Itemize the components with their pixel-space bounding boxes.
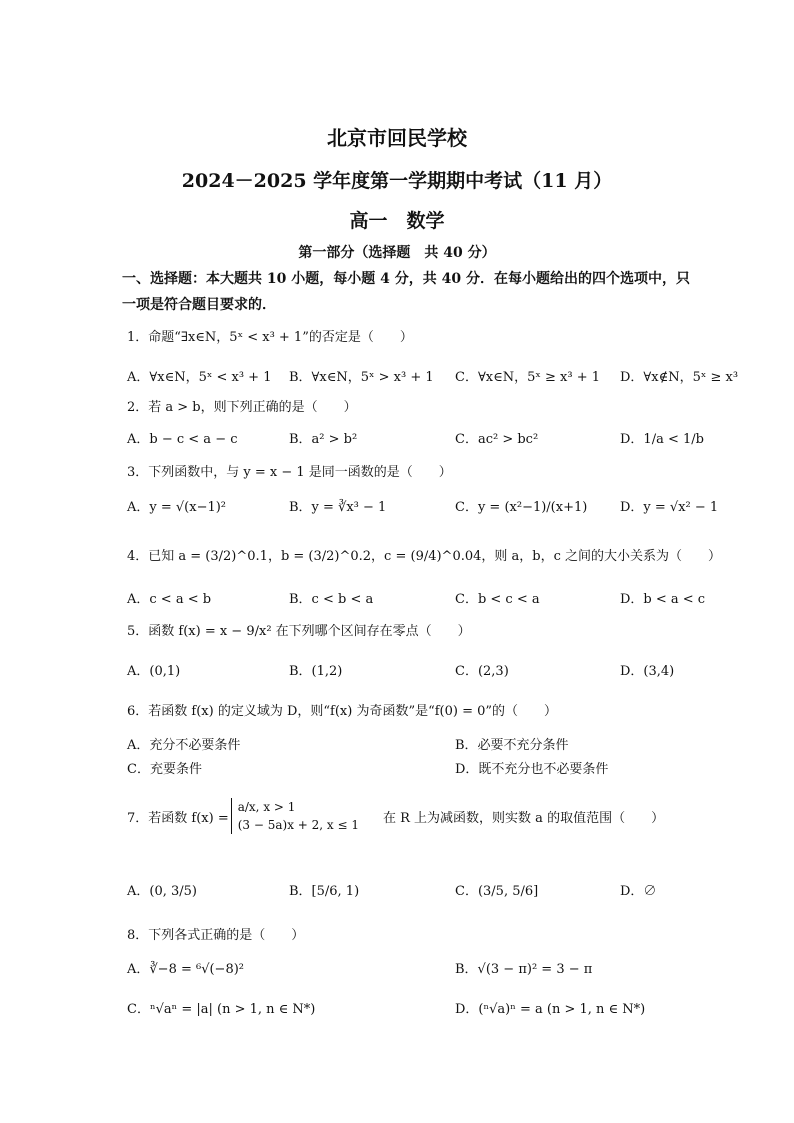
question-3-option-b: B．y = ∛x³ − 1	[289, 500, 387, 515]
question-7-option-d: D．∅	[620, 884, 657, 899]
school-title: 北京市回民学校	[327, 126, 467, 150]
question-2-option-a: A．b − c < a − c	[127, 432, 238, 447]
question-5-option-d: D．(3,4)	[620, 664, 675, 679]
question-8-option-b: B．√(3 − π)² = 3 − π	[455, 962, 593, 977]
question-7-piece-2: (3 − 5a)x + 2, x ≤ 1	[237, 818, 359, 832]
question-7-stem-pre: 7．若函数 f(x) =	[127, 810, 229, 826]
question-7-piecewise	[231, 798, 359, 834]
question-3-stem: 3．下列函数中，与 y = x − 1 是同一函数的是（ ）	[127, 465, 452, 480]
question-6-option-b: B．必要不充分条件	[455, 738, 569, 753]
question-2-option-b: B．a² > b²	[289, 432, 358, 447]
question-7-piece-1: a/x, x > 1	[237, 800, 296, 814]
question-5-stem: 5．函数 f(x) = x − 9/x² 在下列哪个区间存在零点（ ）	[127, 624, 471, 639]
question-5-option-b: B．(1,2)	[289, 664, 343, 679]
question-1-stem: 1．命题“∃x∈N，5ˣ < x³ + 1”的否定是（ ）	[127, 330, 413, 345]
exam-title: 2024－2025 学年度第一学期期中考试（11 月）	[181, 170, 613, 192]
question-4-option-d: D．b < a < c	[620, 592, 706, 607]
question-8-option-d: D．(ⁿ√a)ⁿ = a (n > 1, n ∈ N*)	[455, 1002, 646, 1017]
question-6-option-c: C．充要条件	[127, 762, 202, 777]
question-7-stem-post: 在 R 上为减函数，则实数 a 的取值范围（ ）	[383, 810, 665, 826]
section-instructions-line2: 一项是符合题目要求的．	[122, 297, 276, 313]
question-7-stem	[127, 798, 664, 834]
question-6-option-d: D．既不充分也不必要条件	[455, 762, 609, 777]
question-1-option-a: A．∀x∈N，5ˣ < x³ + 1	[127, 370, 272, 385]
question-5-option-c: C．(2,3)	[455, 664, 509, 679]
question-2-option-d: D．1/a < 1/b	[620, 432, 704, 447]
question-2-stem: 2．若 a > b，则下列正确的是（ ）	[127, 400, 357, 415]
question-1-option-c: C．∀x∈N，5ˣ ≥ x³ + 1	[455, 370, 601, 385]
question-3-option-a: A．y = √(x−1)²	[127, 500, 227, 515]
section-instructions-line1: 一、选择题：本大题共 10 小题，每小题 4 分，共 40 分．在每小题给出的四个选项中，只	[122, 271, 690, 287]
question-4-option-a: A．c < a < b	[127, 592, 212, 607]
question-4-stem: 4．已知 a = (3/2)^0.1，b = (3/2)^0.2，c = (9/4)^0.04，则 a，b，c 之间的大小关系为（ ）	[127, 549, 722, 564]
question-1-option-d: D．∀x∉N，5ˣ ≥ x³	[620, 370, 739, 385]
question-5-option-a: A．(0,1)	[127, 664, 181, 679]
question-7-option-a: A．(0, 3/5)	[127, 884, 197, 899]
question-1-option-b: B．∀x∈N，5ˣ > x³ + 1	[289, 370, 434, 385]
question-7-option-b: B．[5/6, 1)	[289, 884, 360, 899]
question-7-option-c: C．(3/5, 5/6]	[455, 884, 539, 899]
question-6-option-a: A．充分不必要条件	[127, 738, 241, 753]
question-8-option-c: C．ⁿ√aⁿ = |a| (n > 1, n ∈ N*)	[127, 1002, 316, 1017]
question-4-option-b: B．c < b < a	[289, 592, 374, 607]
question-2-option-c: C．ac² > bc²	[455, 432, 539, 447]
question-3-option-d: D．y = √x² − 1	[620, 500, 719, 515]
part-title: 第一部分（选择题 共 40 分）	[298, 245, 496, 261]
question-8-option-a: A．∛−8 = ⁶√(−8)²	[127, 962, 245, 977]
question-4-option-c: C．b < c < a	[455, 592, 540, 607]
question-8-stem: 8．下列各式正确的是（ ）	[127, 928, 305, 943]
question-3-option-c: C．y = (x²−1)/(x+1)	[455, 500, 588, 515]
subject-title: 高一 数学	[349, 210, 445, 232]
question-6-stem: 6．若函数 f(x) 的定义域为 D，则“f(x) 为奇函数”是“f(0) = 0”的（ ）	[127, 704, 558, 719]
